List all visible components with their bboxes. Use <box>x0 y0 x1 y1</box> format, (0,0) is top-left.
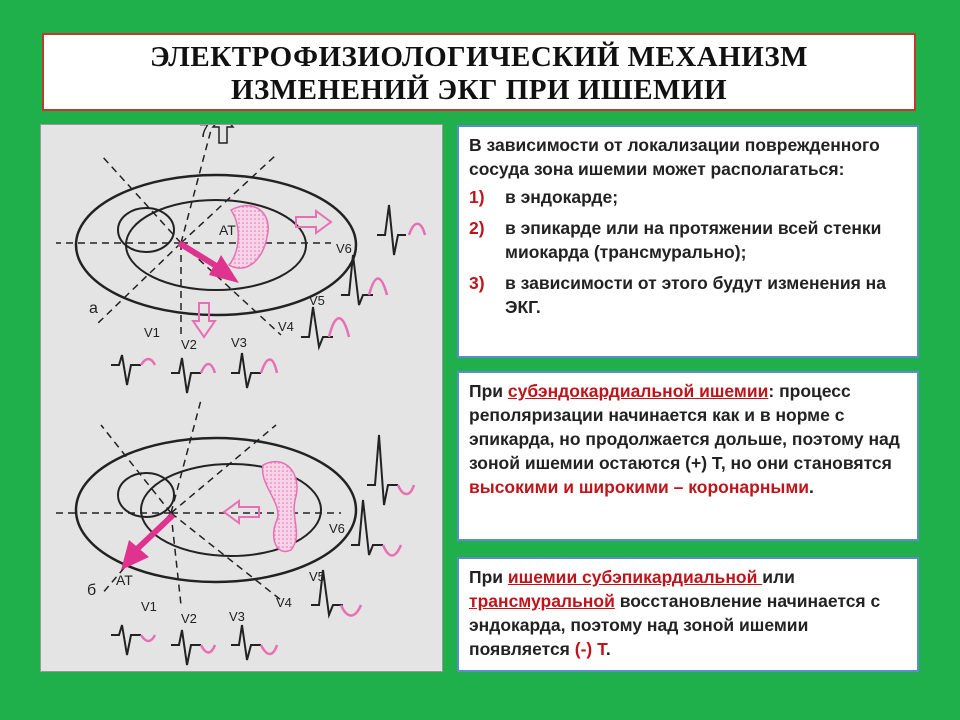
ecg-v6-b <box>367 435 398 505</box>
text-body: восстановление начинается с эндокарда, поэтому над зоной ишемии появляется <box>469 591 881 659</box>
list-number: 1) <box>469 187 485 207</box>
list-number: 3) <box>469 273 485 293</box>
lead-v5-b-label: V5 <box>309 569 325 584</box>
at-label-b: AT <box>116 572 133 588</box>
list-text: в эндокарде; <box>505 187 619 207</box>
lead-v1-b-label: V1 <box>141 599 157 614</box>
localization-intro: В зависимости от локализации поврежденного сосуда зона ишемии может располагаться: <box>469 135 880 179</box>
lead-v1-a-label: V1 <box>144 325 160 340</box>
lead-v3-b-label: V3 <box>229 609 245 624</box>
list-item <box>469 271 909 319</box>
ecg-v4-a <box>301 307 333 347</box>
list-text: в эпикарде или на протяжении всей стенки миокарда (трансмурально); <box>505 218 882 262</box>
coronary-emphasis: высокими и широкими – коронарными <box>469 477 810 497</box>
panel-a-letter: а <box>89 300 98 317</box>
lead-v6-a-label: V6 <box>336 241 352 256</box>
lead-v2-a-label: V2 <box>181 337 197 352</box>
list-number: 2) <box>469 218 485 238</box>
subepicardial-info-box <box>457 557 919 672</box>
localization-info-box <box>457 125 919 358</box>
ecg-v1-a <box>111 355 141 385</box>
slide-title <box>42 33 916 111</box>
text-end: . <box>605 639 611 659</box>
lead-v4-a-label: V4 <box>278 319 294 334</box>
text-body: : процесс реполяризации начинается как и в норме с эпикарда, но продолжается дольше, поэтому над зоной ишемии остаются (+) Т, но они становятся <box>469 381 900 473</box>
ischemia-zone-b <box>263 462 297 552</box>
localization-list <box>469 185 909 319</box>
lead-v2-b-label: V2 <box>181 611 197 626</box>
at-label-a: AT <box>219 222 236 238</box>
title-line-2: ИЗМЕНЕНИЙ ЭКГ ПРИ ИШЕМИИ <box>230 74 728 106</box>
lead-v6-b-label: V6 <box>329 521 345 536</box>
top-number-label: 7 <box>199 125 210 141</box>
ecg-v6-a <box>377 205 406 255</box>
ecg-diagram-figure <box>40 124 443 672</box>
negative-t-emphasis: (-) Т <box>574 639 606 659</box>
text-end: . <box>809 477 814 497</box>
text-mid: или <box>762 567 795 587</box>
ecg-v3-a <box>231 353 261 388</box>
text-prefix: При <box>469 567 508 587</box>
transmural-term: трансмуральной <box>469 591 615 611</box>
ecg-v3-b <box>231 625 261 660</box>
title-line-1: ЭЛЕКТРОФИЗИОЛОГИЧЕСКИЙ МЕХАНИЗМ <box>149 41 809 73</box>
list-text: в зависимости от этого будут изменения на ЭКГ. <box>505 273 886 317</box>
lead-v4-b-label: V4 <box>276 595 292 610</box>
panel-b-letter: б <box>87 582 97 599</box>
ecg-v2-a <box>171 358 201 393</box>
subepicardial-term: ишемии субэпикардиальной <box>507 567 763 587</box>
ecg-v5-a <box>341 255 373 305</box>
text-prefix: При <box>469 381 508 401</box>
ecg-vector-diagram <box>41 125 444 673</box>
list-item <box>469 185 909 209</box>
subendocardial-term: субэндокардиальной ишемии <box>507 381 769 401</box>
lead-v3-a-label: V3 <box>231 335 247 350</box>
ecg-v2-b <box>171 630 201 665</box>
ecg-v1-b <box>111 625 141 655</box>
list-item <box>469 216 909 264</box>
subendocardial-info-box <box>457 371 919 541</box>
lead-v5-a-label: V5 <box>309 293 325 308</box>
